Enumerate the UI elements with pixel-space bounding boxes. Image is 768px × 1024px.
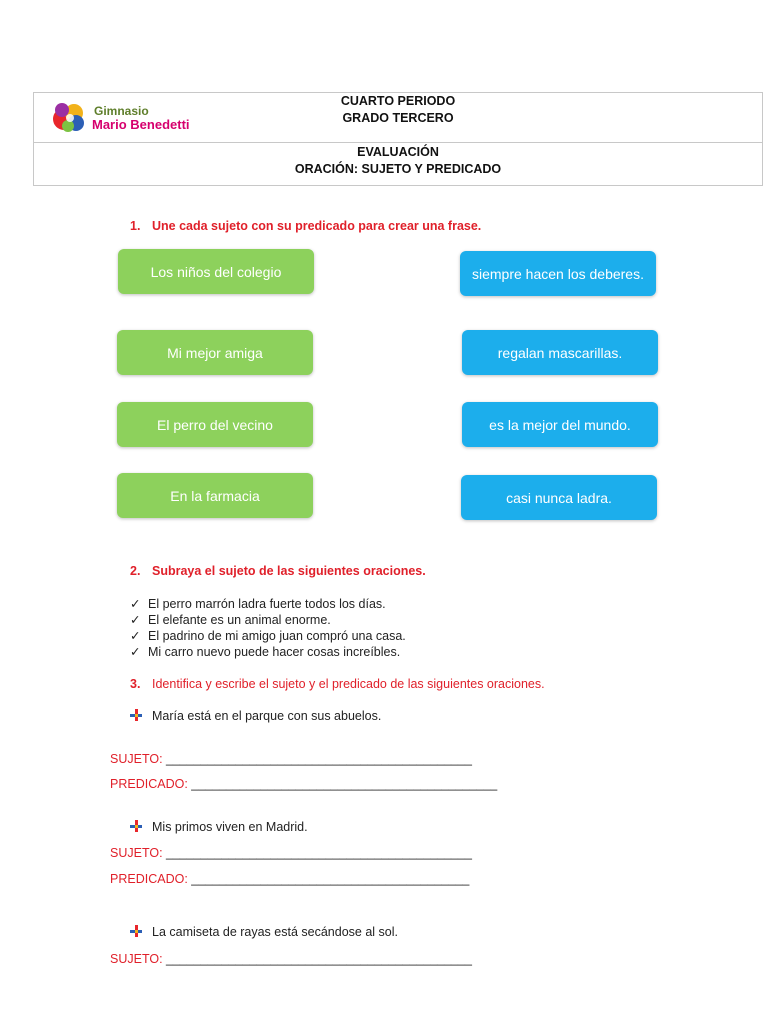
header-grade: GRADO TERCERO [342,111,454,125]
logo-text-bottom: Mario Benedetti [92,117,190,132]
logo-text-top: Gimnasio [94,104,149,118]
sentence-2: Mis primos viven en Madrid. [130,820,308,834]
predicate-answer-2[interactable]: PREDICADO: ________________________________________ [110,872,470,886]
subject-box-4[interactable]: En la farmacia [117,473,313,518]
list-item: ✓ El elefante es un animal enorme. [130,613,331,627]
subject-box-1[interactable]: Los niños del colegio [118,249,314,294]
check-icon: ✓ [130,597,141,611]
list-item: ✓ El padrino de mi amigo juan compró una casa. [130,629,406,643]
subject-box-2[interactable]: Mi mejor amiga [117,330,313,375]
predicate-answer-1[interactable]: PREDICADO: ____________________________________________ [110,777,498,791]
list-item: ✓ El perro marrón ladra fuerte todos los días. [130,597,386,611]
check-icon: ✓ [130,629,141,643]
header-evaluation: EVALUACIÓN [357,145,439,159]
check-icon: ✓ [130,645,141,659]
q1-number: 1. [130,219,141,233]
q1-instruction: Une cada sujeto con su predicado para crear una frase. [152,219,482,233]
subject-answer-2[interactable]: SUJETO: ____________________________________________ [110,846,472,860]
check-icon: ✓ [130,613,141,627]
predicate-box-1[interactable]: siempre hacen los deberes. [460,251,656,296]
header-topic: ORACIÓN: SUJETO Y PREDICADO [294,162,502,176]
q3-number: 3. [130,677,141,691]
bullet-icon [130,925,144,937]
bullet-icon [130,820,144,832]
list-item: ✓ Mi carro nuevo puede hacer cosas increíbles. [130,645,401,659]
subject-answer-3[interactable]: SUJETO: ____________________________________________ [110,952,472,966]
bullet-icon [130,709,144,721]
predicate-box-4[interactable]: casi nunca ladra. [461,475,657,520]
q3-instruction: Identifica y escribe el sujeto y el predicado de las siguientes oraciones. [152,677,545,691]
predicate-box-2[interactable]: regalan mascarillas. [462,330,658,375]
header-divider [33,142,763,143]
q2-number: 2. [130,564,141,578]
subject-answer-1[interactable]: SUJETO: ____________________________________________ [110,752,472,766]
predicate-box-3[interactable]: es la mejor del mundo. [462,402,658,447]
sentence-3: La camiseta de rayas está secándose al sol. [130,925,398,939]
subject-box-3[interactable]: El perro del vecino [117,402,313,447]
q2-instruction: Subraya el sujeto de las siguientes oraciones. [152,564,426,578]
header-period: CUARTO PERIODO [340,94,456,108]
sentence-1: María está en el parque con sus abuelos. [130,709,381,723]
